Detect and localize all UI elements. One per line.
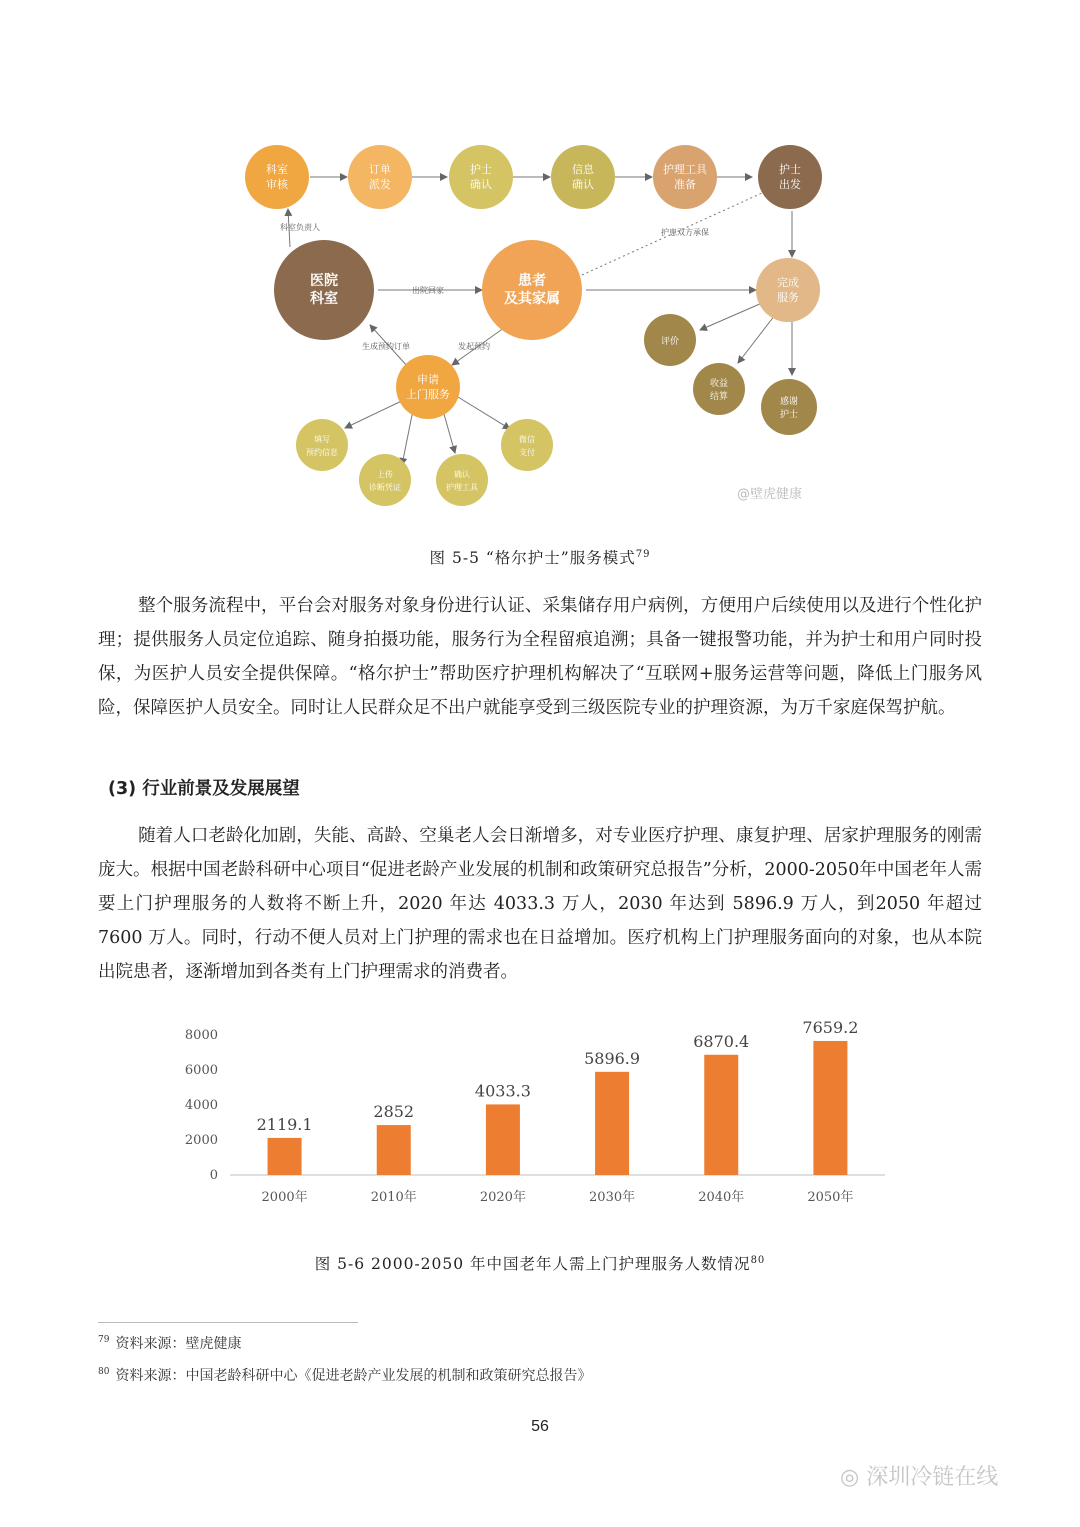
footnote-79-number: 79 bbox=[98, 1335, 110, 1346]
svg-text:科室: 科室 bbox=[310, 291, 338, 307]
bar-value-label: 7659.2 bbox=[802, 1017, 859, 1037]
demand-bar-chart bbox=[170, 1015, 910, 1220]
diagram-watermark: @壁虎健康 bbox=[737, 487, 803, 502]
service-flow-diagram bbox=[230, 135, 870, 515]
paragraph-industry-outlook bbox=[98, 819, 982, 989]
svg-text:完成: 完成 bbox=[777, 276, 799, 289]
node-shenqing bbox=[396, 355, 460, 419]
svg-text:服务: 服务 bbox=[777, 291, 799, 304]
svg-text:患者: 患者 bbox=[518, 273, 546, 289]
svg-text:申请: 申请 bbox=[417, 373, 439, 386]
svg-text:派发: 派发 bbox=[369, 178, 391, 191]
svg-text:上传: 上传 bbox=[377, 470, 393, 479]
page-number: 56 bbox=[531, 1418, 549, 1435]
node-gongju-zhunbei bbox=[653, 145, 717, 209]
svg-text:医院: 医院 bbox=[310, 273, 338, 289]
y-tick-label: 2000 bbox=[184, 1133, 218, 1148]
node-queren-gongju bbox=[436, 454, 488, 506]
footnote-80-number: 80 bbox=[98, 1367, 110, 1378]
node-wancheng-fuwu bbox=[756, 258, 820, 322]
svg-text:护理工具: 护理工具 bbox=[446, 483, 478, 492]
svg-text:护士: 护士 bbox=[779, 410, 799, 420]
svg-text:感谢: 感谢 bbox=[779, 397, 799, 407]
bar bbox=[704, 1055, 738, 1175]
y-tick-label: 6000 bbox=[184, 1063, 218, 1078]
bar bbox=[268, 1138, 302, 1175]
x-tick-label: 2050年 bbox=[807, 1190, 854, 1205]
bar-value-label: 2852 bbox=[373, 1102, 415, 1122]
bar-value-label: 5896.9 bbox=[584, 1048, 641, 1068]
x-tick-label: 2040年 bbox=[698, 1190, 745, 1205]
node-shouyi-jiesuan bbox=[693, 363, 745, 415]
bar-value-label: 2119.1 bbox=[256, 1114, 313, 1134]
edge-label-shengcheng-dingdan: 生成预约订单 bbox=[362, 342, 410, 351]
x-tick-label: 2020年 bbox=[479, 1190, 526, 1205]
svg-text:护士: 护士 bbox=[779, 163, 801, 176]
svg-text:科室: 科室 bbox=[266, 163, 288, 176]
y-tick-label: 0 bbox=[209, 1168, 218, 1183]
svg-text:确认: 确认 bbox=[572, 178, 594, 191]
wechat-watermark bbox=[840, 1460, 998, 1491]
footnote-79 bbox=[98, 1333, 241, 1353]
svg-text:收益: 收益 bbox=[709, 379, 729, 389]
paragraph-1-text: 整个服务流程中，平台会对服务对象身份进行认证、采集储存用户病例，方便用户后续使用以及进行个性化护理；提供服务人员定位追踪、随身拍摄功能，服务行为全程留痕追溯；具备一键报警功能，并为护士和用户同时投保，为医护人员安全提供保障。“格尔护士”帮助医疗护理机构解决了“互联网+服务运营等问题，降低上门服务风险，保障医护人员安全。同时让人民群众足不出户就能享受到三级医院专业的护理资源，为万千家庭保驾护航。 bbox=[98, 596, 982, 718]
node-tianxie bbox=[296, 419, 348, 471]
paragraph-2-text: 随着人口老龄化加剧，失能、高龄、空巢老人会日渐增多，对专业医疗护理、康复护理、居家护理服务的刚需庞大。根据中国老龄科研中心项目“促进老龄产业发展的机制和政策研究总报告”分析，2000-2050年中国老年人需要上门护理服务的人数将不断上升，2020 年达 4033.3 万人，2030 年达到 5896.9 万人，到2050 年超过 7600 万人。同时，行动不便人员对上门护理的需求也在日益增加。医疗机构上门护理服务面向的对象，也从本院出院患者，逐渐增加到各类有上门护理需求的消费者。 bbox=[98, 826, 983, 982]
figure-5-5-caption bbox=[0, 546, 1080, 568]
x-tick-label: 2030年 bbox=[589, 1190, 636, 1205]
svg-text:及其家属: 及其家属 bbox=[504, 291, 560, 307]
footnote-80-text: 资料来源：中国老龄科研中心《促进老龄产业发展的机制和政策研究总报告》 bbox=[115, 1368, 592, 1384]
edge-label-faqi-yuyue: 发起预约 bbox=[458, 342, 490, 351]
node-pingjia bbox=[644, 314, 696, 366]
figure-5-6-caption-text: 图 5-6 2000-2050 年中国老年人需上门护理服务人数情况 bbox=[314, 1255, 751, 1273]
svg-text:审核: 审核 bbox=[266, 178, 288, 191]
bar bbox=[486, 1104, 520, 1175]
svg-text:订单: 订单 bbox=[369, 163, 391, 176]
svg-text:上门服务: 上门服务 bbox=[406, 388, 450, 401]
node-ganxie-hushi bbox=[761, 379, 817, 435]
section-heading: (3) 行业前景及发展展望 bbox=[108, 779, 300, 799]
node-xinxi-queren bbox=[551, 145, 615, 209]
node-hushi-queren bbox=[449, 145, 513, 209]
node-shangchuan bbox=[359, 454, 411, 506]
svg-text:预约信息: 预约信息 bbox=[306, 448, 338, 457]
wechat-account-name: 深圳冷链在线 bbox=[866, 1465, 999, 1490]
footnote-79-text: 资料来源：壁虎健康 bbox=[115, 1336, 242, 1352]
bar-value-label: 4033.3 bbox=[474, 1081, 531, 1101]
svg-text:确认: 确认 bbox=[470, 178, 492, 191]
figure-5-6-caption bbox=[0, 1252, 1080, 1274]
paragraph-service-process bbox=[98, 589, 982, 725]
svg-text:准备: 准备 bbox=[674, 178, 696, 191]
figure-5-5-caption-text: 图 5-5 “格尔护士”服务模式 bbox=[429, 549, 636, 567]
y-tick-label: 4000 bbox=[184, 1098, 218, 1113]
footnote-divider bbox=[98, 1322, 358, 1323]
svg-text:确认: 确认 bbox=[454, 470, 470, 479]
edge-label-chuyuan-huijia: 出院回家 bbox=[412, 286, 444, 295]
svg-text:护士: 护士 bbox=[470, 163, 492, 176]
svg-text:评价: 评价 bbox=[660, 337, 680, 347]
svg-text:护理工具: 护理工具 bbox=[663, 163, 707, 176]
svg-text:支付: 支付 bbox=[519, 448, 535, 457]
node-dingdan-paifa bbox=[348, 145, 412, 209]
node-hushi-chufa bbox=[758, 145, 822, 209]
bar-value-label: 6870.4 bbox=[693, 1031, 750, 1051]
bar bbox=[595, 1072, 629, 1175]
node-weixin bbox=[501, 419, 553, 471]
node-yiyuan-keshi bbox=[274, 240, 374, 340]
svg-text:信息: 信息 bbox=[572, 163, 594, 176]
bar bbox=[377, 1125, 411, 1175]
node-keshi-shenhe bbox=[245, 145, 309, 209]
bar bbox=[813, 1041, 847, 1175]
svg-text:填写: 填写 bbox=[314, 435, 330, 444]
footnote-80 bbox=[98, 1365, 591, 1385]
svg-text:诊断凭证: 诊断凭证 bbox=[369, 483, 401, 492]
x-tick-label: 2000年 bbox=[261, 1190, 308, 1205]
y-tick-label: 8000 bbox=[184, 1028, 218, 1043]
figure-5-6-footnote-ref: 80 bbox=[750, 1254, 766, 1266]
wechat-icon: ◎ bbox=[840, 1465, 867, 1490]
svg-text:微信: 微信 bbox=[519, 435, 535, 444]
svg-text:结算: 结算 bbox=[709, 392, 729, 402]
x-tick-label: 2010年 bbox=[370, 1190, 417, 1205]
node-huanzhe bbox=[482, 240, 582, 340]
svg-text:出发: 出发 bbox=[779, 178, 801, 191]
figure-5-5-footnote-ref: 79 bbox=[635, 548, 651, 560]
edge-label-keshi-fuzeren: 科室负责人 bbox=[280, 223, 320, 232]
edge-label-hu-huan-chengbao: 护患双方承保 bbox=[661, 228, 709, 237]
